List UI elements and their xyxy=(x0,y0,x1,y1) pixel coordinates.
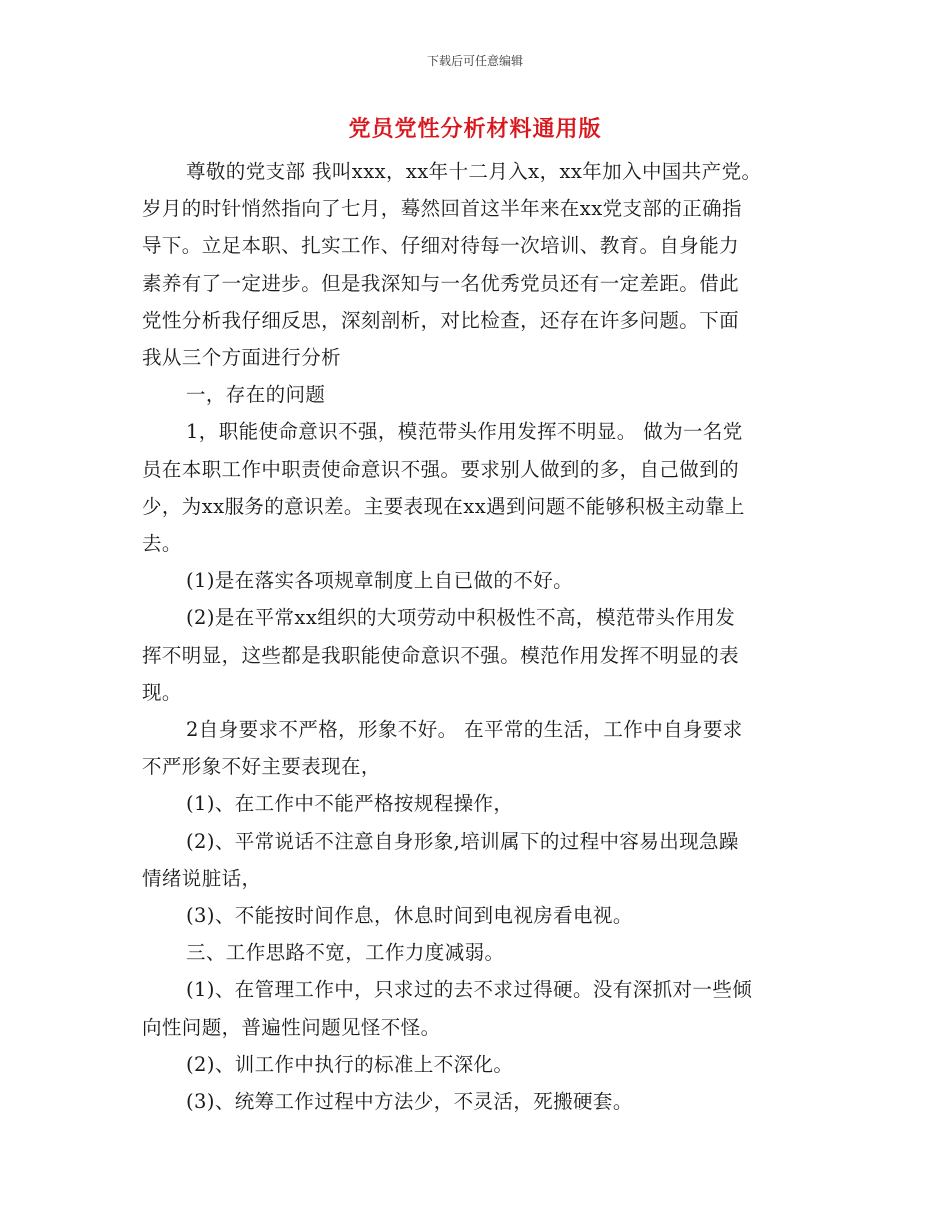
body-line: (1)是在落实各项规章制度上自已做的不好。 xyxy=(186,569,574,593)
body-line: (1)、在工作中不能严格按规程操作， xyxy=(186,792,514,816)
body-line: 去。 xyxy=(142,532,182,556)
body-line: 员在本职工作中职责使命意识不强。要求别人做到的多，自己做到的 xyxy=(142,457,740,481)
body-line: (2)、平常说话不注意自身形象,培训属下的过程中容易出现急躁 xyxy=(186,829,739,853)
body-line: 2自身要求不严格，形象不好。 在平常的生活，工作中自身要求 xyxy=(186,718,743,742)
body-line: 一，存在的问题 xyxy=(186,383,326,407)
body-line: 党性分析我仔细反思，深刻剖析，对比检查，还存在许多问题。下面 xyxy=(142,308,740,332)
body-line: (2)、训工作中执行的标准上不深化。 xyxy=(186,1052,514,1076)
body-line: 少，为xx服务的意识差。主要表现在xx遇到问题不能够积极主动靠上 xyxy=(142,494,745,518)
header-note: 下载后可任意编辑 xyxy=(426,54,523,68)
body-line: 不严形象不好主要表现在， xyxy=(142,755,381,779)
body-line: 尊敬的党支部 我叫xxx，xx年十二月入x，xx年加入中国共产党。 xyxy=(186,160,762,183)
body-line: (3)、统筹工作过程中方法少，不灵活，死搬硬套。 xyxy=(186,1090,633,1114)
body-line: 向性问题，普遍性问题见怪不怪。 xyxy=(142,1015,441,1039)
body-line: 我从三个方面进行分析 xyxy=(142,346,342,370)
document-body xyxy=(142,153,812,1120)
body-line: 导下。立足本职、扎实工作、仔细对待每一次培训、教育。自身能力 xyxy=(142,234,740,258)
body-line: (1)、在管理工作中，只求过的去不求过得硬。没有深抓对一些倾 xyxy=(186,978,753,1002)
body-line: 情绪说脏话， xyxy=(142,866,262,890)
body-line: (3)、不能按时间作息，休息时间到电视房看电视。 xyxy=(186,904,633,928)
body-line: 挥不明显，这些都是我职能使命意识不强。模范作用发挥不明显的表 xyxy=(142,643,740,667)
body-line: (2)是在平常xx组织的大项劳动中积极性不高，模范带头作用发 xyxy=(186,606,736,630)
body-line: 现。 xyxy=(142,680,182,704)
body-line: 1，职能使命意识不强，模范带头作用发挥不明显。 做为一名党 xyxy=(186,420,743,444)
body-line: 素养有了一定进步。但是我深知与一名优秀党员还有一定差距。借此 xyxy=(142,271,740,295)
body-line: 三、工作思路不宽，工作力度减弱。 xyxy=(186,941,505,965)
document-title: 党员党性分析材料通用版 xyxy=(348,117,602,142)
body-line: 岁月的时针悄然指向了七月，蓦然回首这半年来在xx党支部的正确指 xyxy=(142,197,742,221)
